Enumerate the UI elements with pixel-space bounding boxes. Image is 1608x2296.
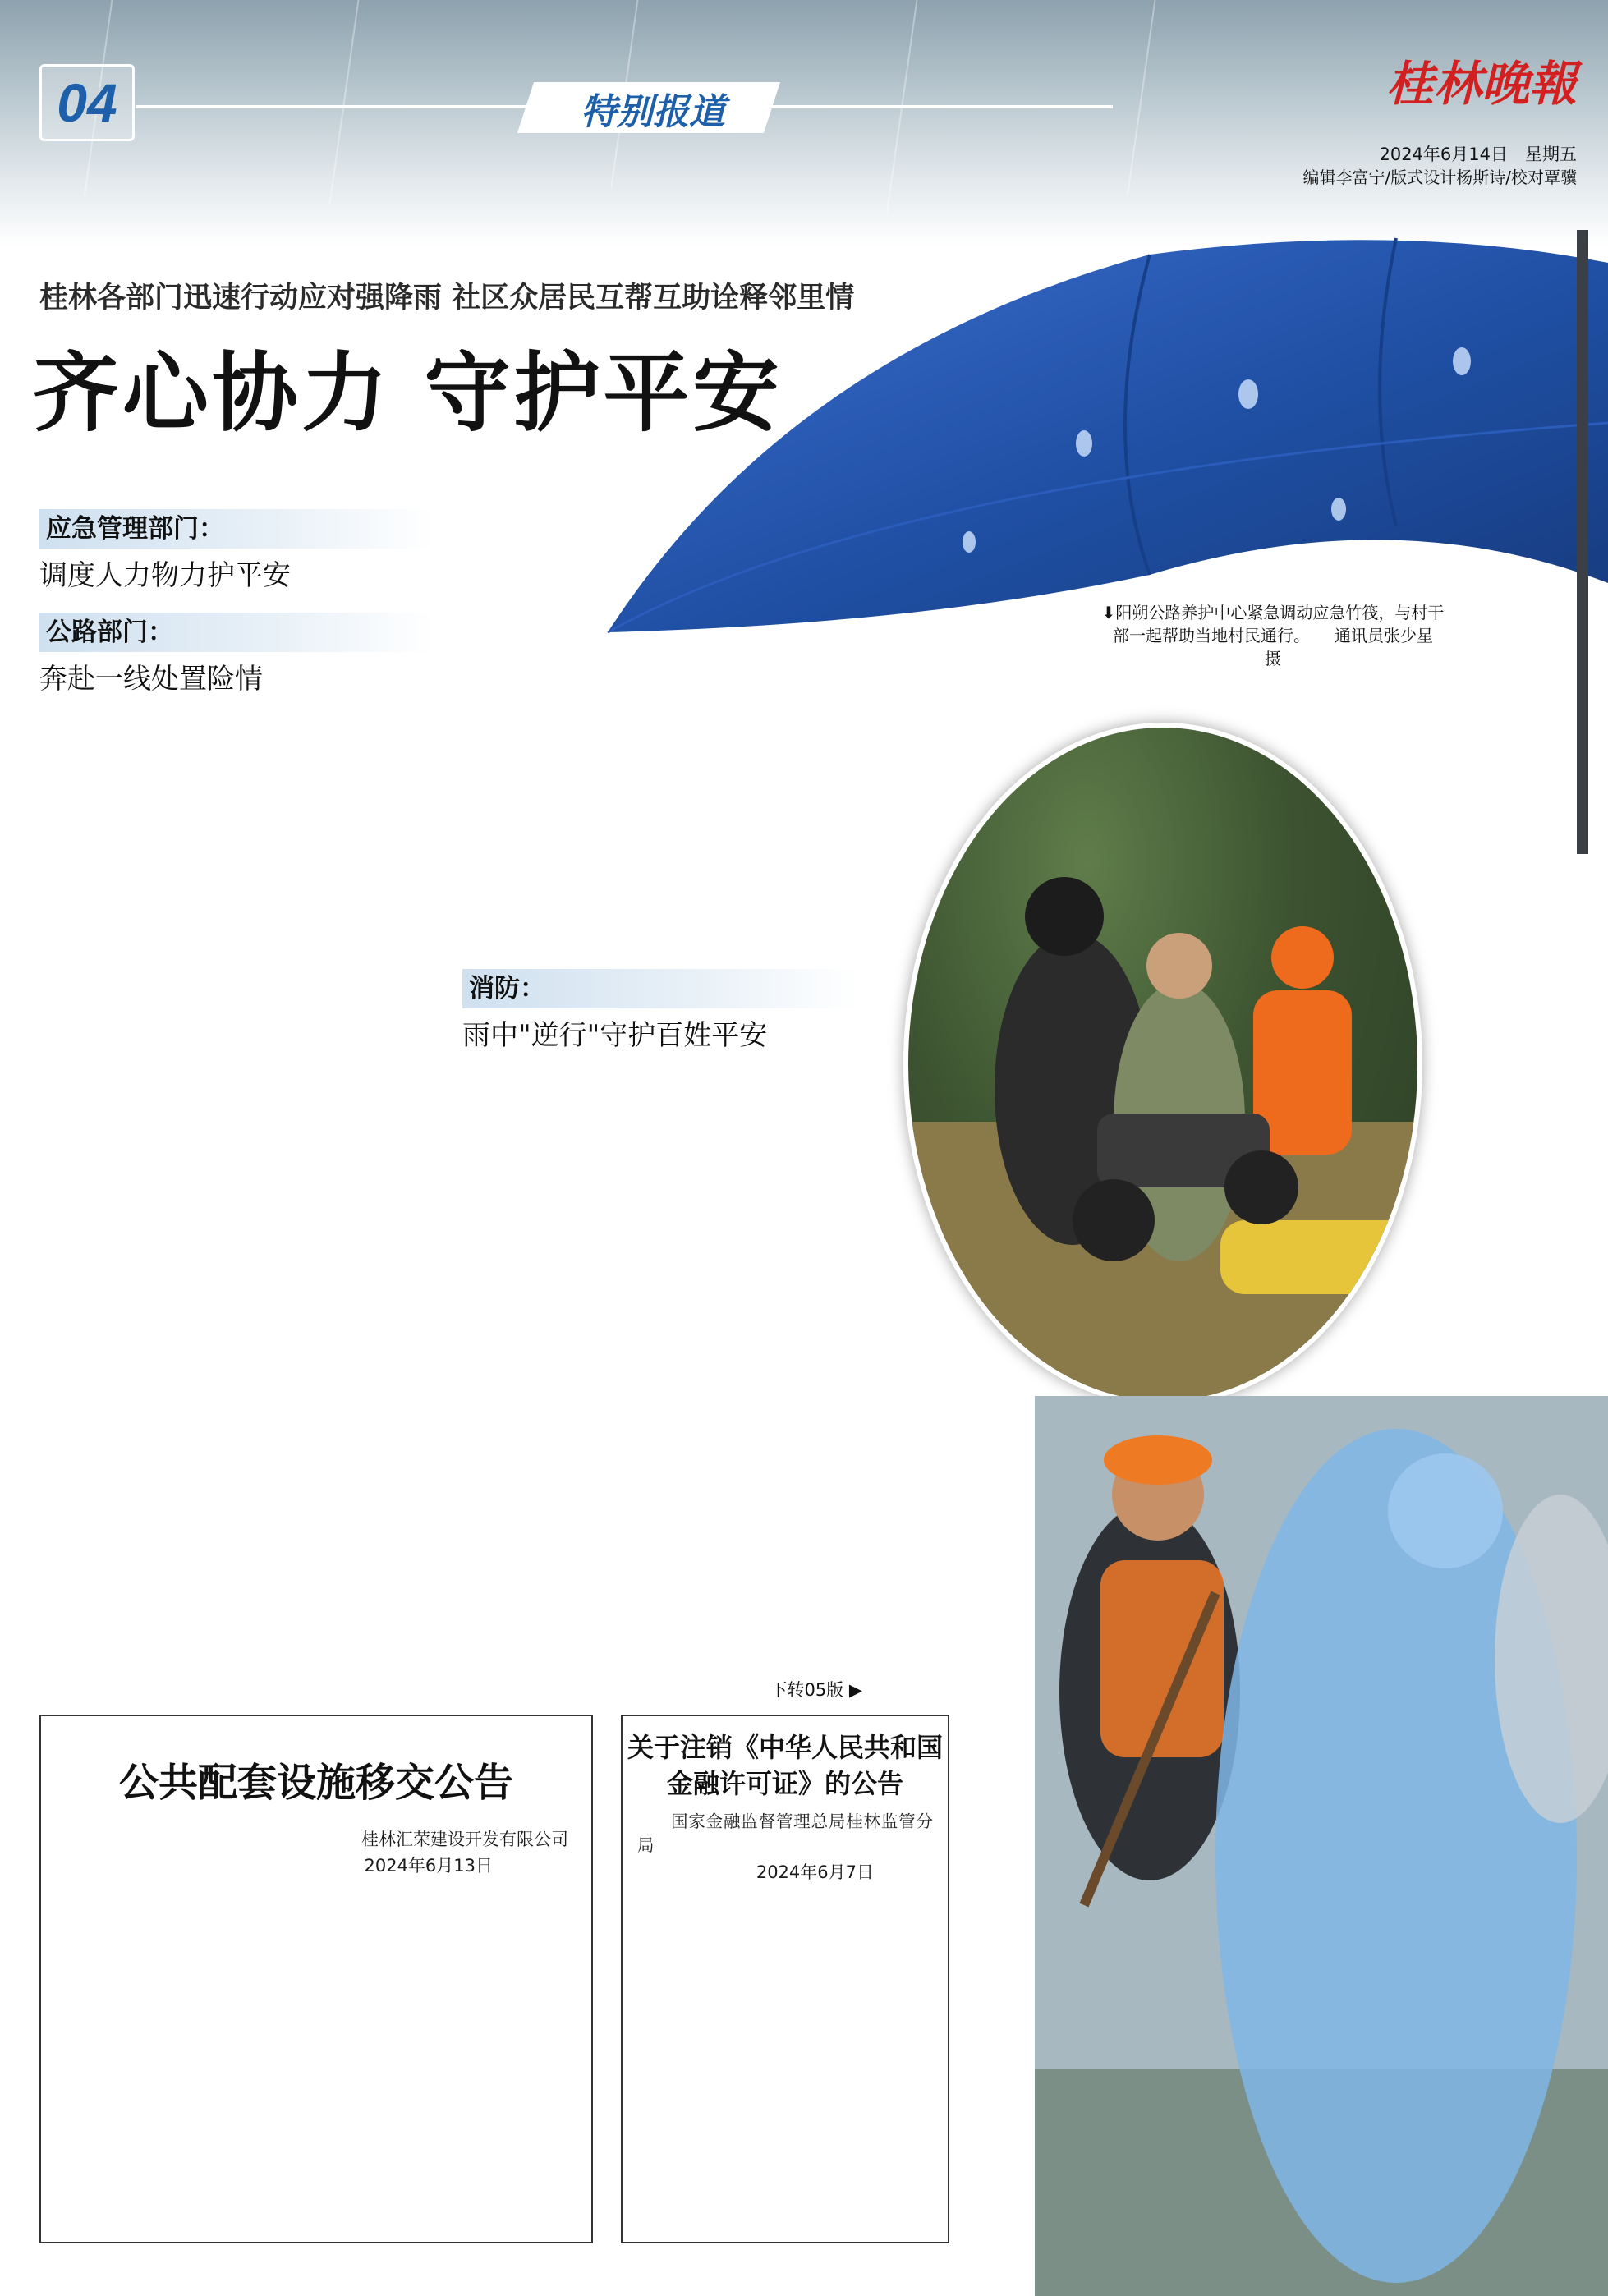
public-facilities-notice <box>39 1715 593 2243</box>
photo-caption: ⬇阳朔公路养护中心紧急调动应急竹筏，与村干部一起帮助当地村民通行。 通讯员张少星 摄 <box>1101 603 1449 668</box>
headline: 齐心协力 守护平安 <box>33 343 783 443</box>
newspaper-logo: 桂林晚報 <box>1385 56 1577 112</box>
issue-date: 2024年6月14日 星期五 <box>1379 145 1577 164</box>
section-heading-highway: 公路部门： <box>39 613 434 652</box>
section-subhead-emergency: 调度人力物力护平安 <box>39 559 291 592</box>
notice-company: 桂林汇荣建设开发有限公司 <box>361 1830 568 1849</box>
section-heading-emergency: 应急管理部门： <box>39 509 434 549</box>
section-tag: 特别报道 <box>581 91 725 133</box>
notice-date: 2024年6月7日 <box>756 1862 874 1882</box>
notice-title: 公共配套设施移交公告 <box>118 1760 513 1806</box>
notice-title: 关于注销《中华人民共和国金融许可证》的公告 <box>627 1732 943 1799</box>
article-column-fire <box>462 953 857 1064</box>
article-column-left <box>39 493 434 708</box>
notice-date: 2024年6月13日 <box>364 1856 493 1876</box>
headline-kicker: 桂林各部门迅速行动应对强降雨 社区众居民互帮互助诠释邻里情 <box>39 282 855 315</box>
license-cancellation-notice <box>621 1715 949 2243</box>
page-number: 04 <box>39 64 135 141</box>
article-column-middle <box>462 493 857 496</box>
rescue-photo <box>903 723 1422 1406</box>
continued-on-page[interactable]: 下转05版 ▶ <box>770 1680 862 1700</box>
section-heading-fire: 消防： <box>462 969 857 1008</box>
section-subhead-highway: 奔赴一线处置险情 <box>39 663 263 696</box>
section-subhead-fire: 雨中"逆行"守护百姓平安 <box>462 1019 768 1052</box>
flood-photo <box>1035 1396 1608 2296</box>
notice-issuer: 国家金融监督管理总局桂林监管分局 <box>637 1812 933 1855</box>
editor-credits: 编辑李富宁/版式设计杨斯诗/校对覃骥 <box>1302 168 1577 187</box>
page-header <box>0 0 1608 246</box>
